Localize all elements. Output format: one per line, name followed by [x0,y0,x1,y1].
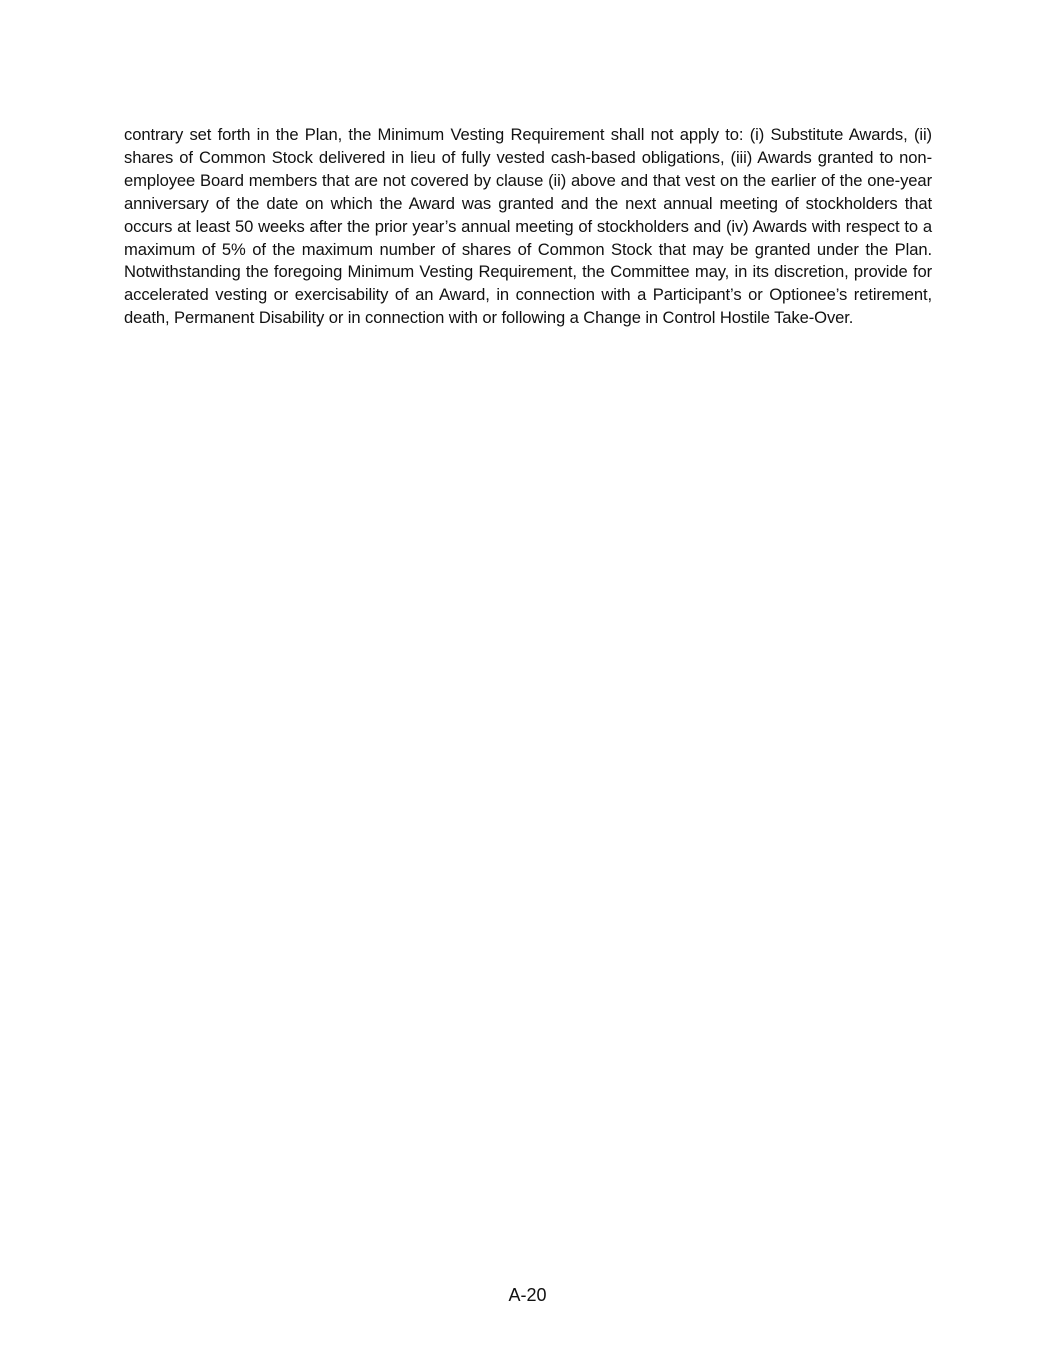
page-number: A-20 [508,1285,547,1305]
body-paragraph: contrary set forth in the Plan, the Minimum Vesting Requirement shall not apply to: (i) Substitute Awards, (ii) shares of Common Stock delivered in lieu of fully vested cash-based obligations, (iii) Awards granted to non-employee Board members that are not covered by clause (ii) above and that vest on the earlier of the one-year anniversary of the date on which the Award was granted and the next annual meeting of stockholders that occurs at least 50 weeks after the prior year’s annual meeting of stockholders and (iv) Awards with respect to a maximum of 5% of the maximum number of shares of Common Stock that may be granted under the Plan. Notwithstanding the foregoing Minimum Vesting Requirement, the Committee may, in its discretion, provide for accelerated vesting or exercisability of an Award, in connection with a Participant’s or Optionee’s retirement, death, Permanent Disability or in connection with or following a Change in Control Hostile Take-Over. [124,125,932,328]
